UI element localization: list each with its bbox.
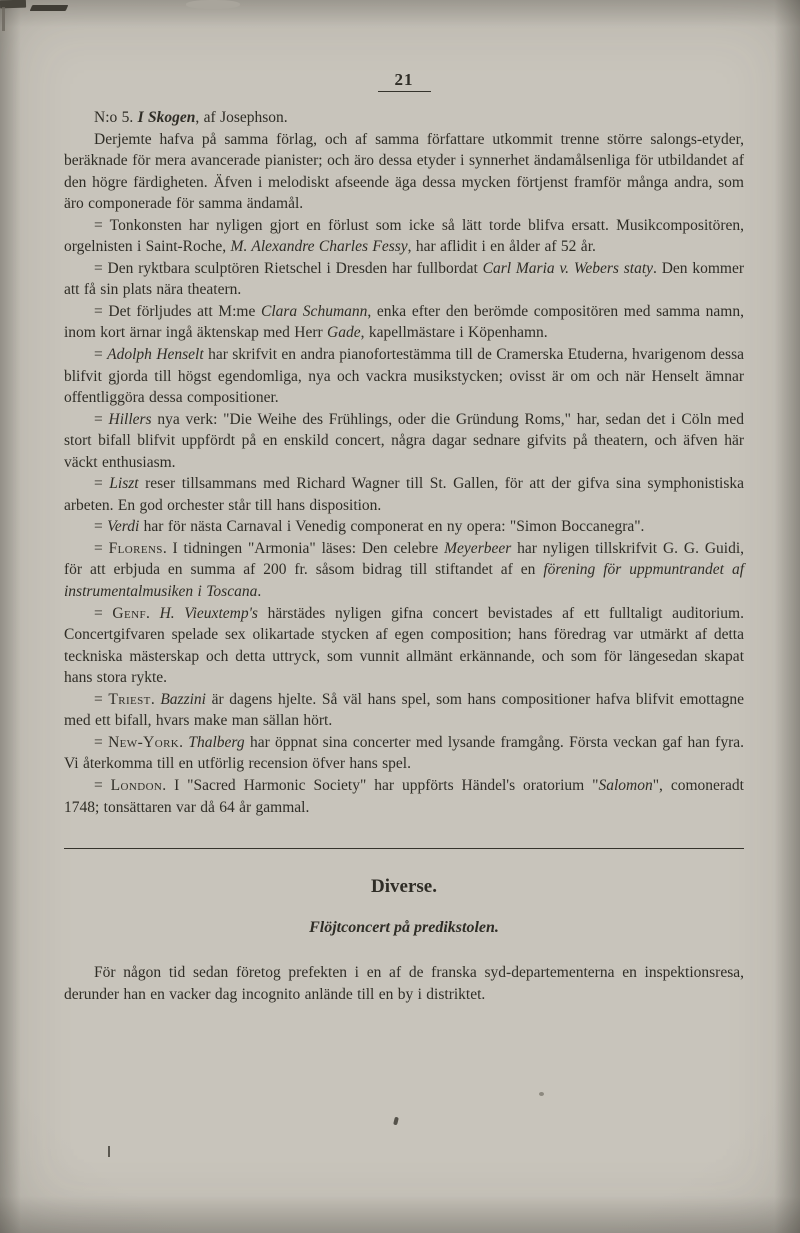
text-run: förening för uppmuntrandet af instrumentalmusiken i Toscana bbox=[64, 561, 744, 601]
text-run: Salomon bbox=[598, 776, 653, 794]
text-run: Thalberg bbox=[188, 733, 245, 751]
paragraph bbox=[64, 129, 744, 215]
section-divider bbox=[64, 848, 744, 849]
text-run: . I tidningen "Armonia" läses: Den celebre bbox=[162, 539, 445, 557]
text-run: . bbox=[146, 604, 160, 622]
text-run: = bbox=[94, 475, 110, 493]
paragraph bbox=[64, 215, 744, 258]
text-run: H. Vieuxtemp's bbox=[159, 604, 258, 622]
text-run: Gade bbox=[327, 324, 361, 342]
paragraph bbox=[64, 107, 744, 129]
text-run: = bbox=[94, 410, 109, 428]
text-run: är dagens hjelte. Så väl hans spel, som hans compositioner hafva blifvit emottagne med ett bifall, hvars make man sällan hört. bbox=[64, 690, 745, 730]
section-body bbox=[64, 962, 744, 1005]
text-run: har för nästa Carnaval i Venedig componerat en ny opera: "Simon Boccanegra". bbox=[139, 518, 645, 536]
scan-artifact-speck bbox=[393, 1117, 399, 1126]
text-run: M. Alexandre Charles Fessy bbox=[230, 238, 408, 256]
text-run: ", comoneradt 1748; tonsättaren var då 64 år gammal. bbox=[64, 776, 744, 816]
section-title: Diverse. bbox=[371, 876, 437, 898]
text-run: , af Josephson. bbox=[195, 109, 288, 126]
paragraph bbox=[64, 301, 744, 344]
text-run: = bbox=[94, 733, 109, 751]
text-run: Adolph Henselt bbox=[107, 346, 204, 364]
text-run: = Tonkonsten har nyligen gjort en förlust som icke så lätt torde blifva ersatt. Musikcompositören, orgelnisten i Saint-Roche, bbox=[64, 216, 744, 256]
paragraph bbox=[64, 516, 744, 538]
page-number: 21 bbox=[378, 70, 431, 92]
scan-artifact-smudge bbox=[186, 0, 240, 9]
paragraph bbox=[64, 962, 744, 1005]
text-run: = bbox=[94, 346, 108, 364]
scan-artifact-speck bbox=[539, 1092, 544, 1096]
scan-artifact-ink-dash bbox=[30, 5, 69, 11]
text-run: nya verk: "Die Weihe des Frühlings, oder die Gründung Roms," har, sedan det i Cöln med stort bifall blifvit uppfördt på en enskild concert, några dagar sednare gifvits på theatern, och äfven här väckt enthusiasm. bbox=[64, 410, 744, 471]
paragraph bbox=[64, 409, 744, 474]
text-run: New-York bbox=[108, 733, 180, 751]
text-run: Hillers bbox=[108, 410, 152, 428]
text-run: Genf bbox=[112, 604, 146, 622]
scan-artifact-speck bbox=[108, 1146, 110, 1157]
paragraph bbox=[64, 603, 744, 689]
text-run: = bbox=[94, 604, 113, 622]
text-run: har öppnat sina concerter med lysande framgång. Första veckan gaf han fyra. Vi återkomma till en utförlig recension öfver hans spel. bbox=[64, 733, 745, 773]
text-run: = Det förljudes att M:me bbox=[94, 302, 261, 320]
text-run: Clara Schumann bbox=[260, 302, 368, 320]
text-run: Bazzini bbox=[160, 690, 206, 708]
page-content bbox=[64, 70, 744, 1005]
text-run: har skrifvit en andra pianofortestämma till de Cramerska Etuderna, hvarigenom dessa blifvit gjorda till högst egendomliga, nya och vackra musikstycken; ovisst är om och när Henselt ämnar offentliggöra dessa compositioner. bbox=[64, 346, 744, 407]
text-run: har nyligen tillskrifvit G. G. Guidi, för att erbjuda en summa af 200 fr. såsom bidrag till stiftandet af en bbox=[64, 539, 744, 579]
text-run: = bbox=[94, 539, 109, 557]
paragraph bbox=[64, 344, 744, 409]
text-run: Florens bbox=[108, 539, 163, 557]
paragraph bbox=[64, 258, 744, 301]
text-run: I Skogen bbox=[137, 109, 196, 126]
text-run: , enka efter den berömde compositören med samma namn, inom kort ärnar ingå äktenskap med Herr bbox=[64, 302, 744, 342]
text-run: London bbox=[110, 776, 163, 794]
text-run: härstädes nyligen gifna concert bevistades af ett fulltaligt auditorium. Concertgifvaren spelade sex olikartade stycken af egen composition; hans föredrag var utmärkt af detta teckniska mästerskap och detta uttryck, som vunnit allmänt erkännande, och som för längesedan skapat hans stora rykte. bbox=[64, 604, 744, 687]
text-run: Carl Maria v. Webers staty bbox=[482, 259, 654, 277]
paragraph bbox=[64, 689, 744, 732]
text-run: N:o 5. bbox=[94, 109, 138, 126]
text-run: , har aflidit i en ålder af 52 år. bbox=[407, 238, 596, 256]
paragraph bbox=[64, 732, 744, 775]
text-run: . bbox=[257, 583, 262, 601]
news-items-body bbox=[64, 107, 744, 818]
text-run: = bbox=[94, 776, 111, 794]
text-run: . I "Sacred Harmonic Society" har uppförts Händel's oratorium " bbox=[162, 776, 599, 794]
section-subtitle: Flöjtconcert på predikstolen. bbox=[309, 919, 499, 937]
scan-artifact-edge-mark bbox=[2, 7, 5, 31]
text-run: = bbox=[94, 690, 109, 708]
text-run: , kapellmästare i Köpenhamn. bbox=[360, 324, 548, 342]
text-run: Meyerbeer bbox=[444, 539, 512, 557]
text-run: = bbox=[94, 518, 108, 536]
text-run: Liszt bbox=[109, 475, 139, 493]
text-run: Triest bbox=[108, 690, 151, 708]
paragraph bbox=[64, 775, 744, 818]
text-run: = Den ryktbara sculptören Rietschel i Dresden har fullbordat bbox=[94, 259, 483, 277]
text-run: . bbox=[150, 690, 161, 708]
text-run: Verdi bbox=[107, 518, 140, 536]
text-run: . bbox=[179, 733, 189, 751]
text-run: För någon tid sedan företog prefekten i en af de franska syd-departementerna en inspektionsresa, derunder han en vacker dag incognito anlände till en by i distriktet. bbox=[64, 964, 744, 1003]
text-run: . Den kommer att få sin plats nära theatern. bbox=[64, 259, 744, 299]
text-run: reser tillsammans med Richard Wagner till St. Gallen, för att der gifva sina symphonistiska arbeten. En god orchester står till hans disposition. bbox=[64, 475, 744, 514]
text-run: Derjemte hafva på samma förlag, och af samma författare utkommit trenne större salongs-etyder, beräknade för mera avancerade pianister; och äro dessa etyder i synnerhet ändamålsenliga för utbildandet af den högre färdigheten. Äfven i melodiskt afseende äga dessa mycken förtjenst framför många andra, som äro componerade för samma ändamål. bbox=[64, 130, 744, 213]
paragraph bbox=[64, 538, 744, 603]
paragraph bbox=[64, 473, 744, 516]
